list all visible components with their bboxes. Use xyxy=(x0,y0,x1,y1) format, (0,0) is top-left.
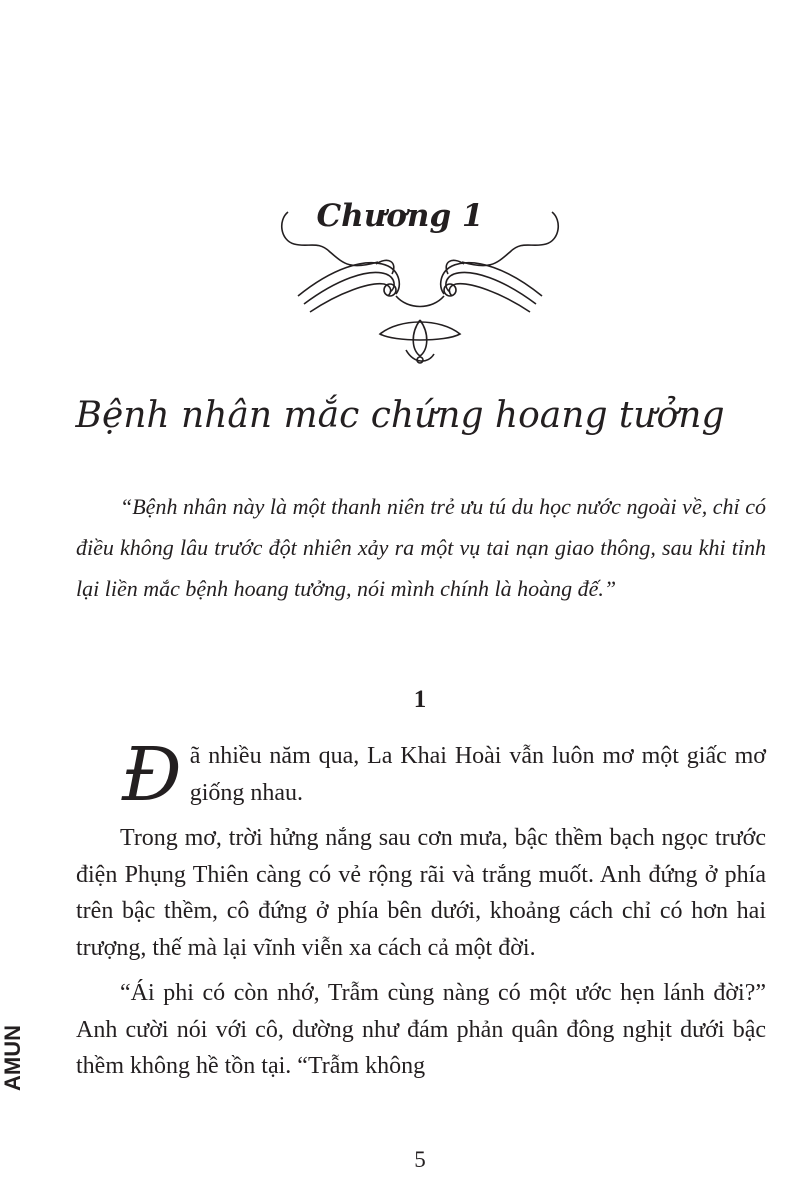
body-text xyxy=(76,732,766,1094)
chapter-title: Bệnh nhân mắc chứng hoang tưởng xyxy=(75,395,725,436)
flourish-ornament xyxy=(270,200,570,380)
publisher-logo xyxy=(2,1006,24,1110)
paragraph-3: “Ái phi có còn nhớ, Trẫm cùng nàng có một ước hẹn lánh đời?” Anh cười nói với cô, dường như đám phản quân đông nghịt dưới bậc thềm không hề tồn tại. “Trẫm không xyxy=(76,980,766,1079)
paragraph-1-text: ã nhiều năm qua, La Khai Hoài vẫn luôn mơ một giấc mơ giống nhau. xyxy=(189,743,766,806)
page-number: 5 xyxy=(414,1147,426,1172)
drop-cap: Đ xyxy=(122,732,182,818)
paragraph-1 xyxy=(76,732,766,818)
chapter-label: Chương 1 xyxy=(316,198,484,234)
paragraph-2: Trong mơ, trời hửng nắng sau cơn mưa, bậc thềm bạch ngọc trước điện Phụng Thiên càng có vẻ rộng rãi và trắng muốt. Anh đứng ở phía trên bậc thềm, cô đứng ở phía bên dưới, khoảng cách chỉ có hơn hai trượng, thế mà lại vĩnh viễn xa cách cả một đời. xyxy=(76,825,766,961)
section-number: 1 xyxy=(413,686,427,713)
epigraph-quote: “Bệnh nhân này là một thanh niên trẻ ưu tú du học nước ngoài về, chỉ có điều không lâu trước đột nhiên xảy ra một vụ tai nạn giao thông, sau khi tỉnh lại liền mắc bệnh hoang tưởng, nói mình chính là hoàng đế.” xyxy=(76,494,766,601)
publisher-logo-text: AMUN xyxy=(0,1025,25,1091)
